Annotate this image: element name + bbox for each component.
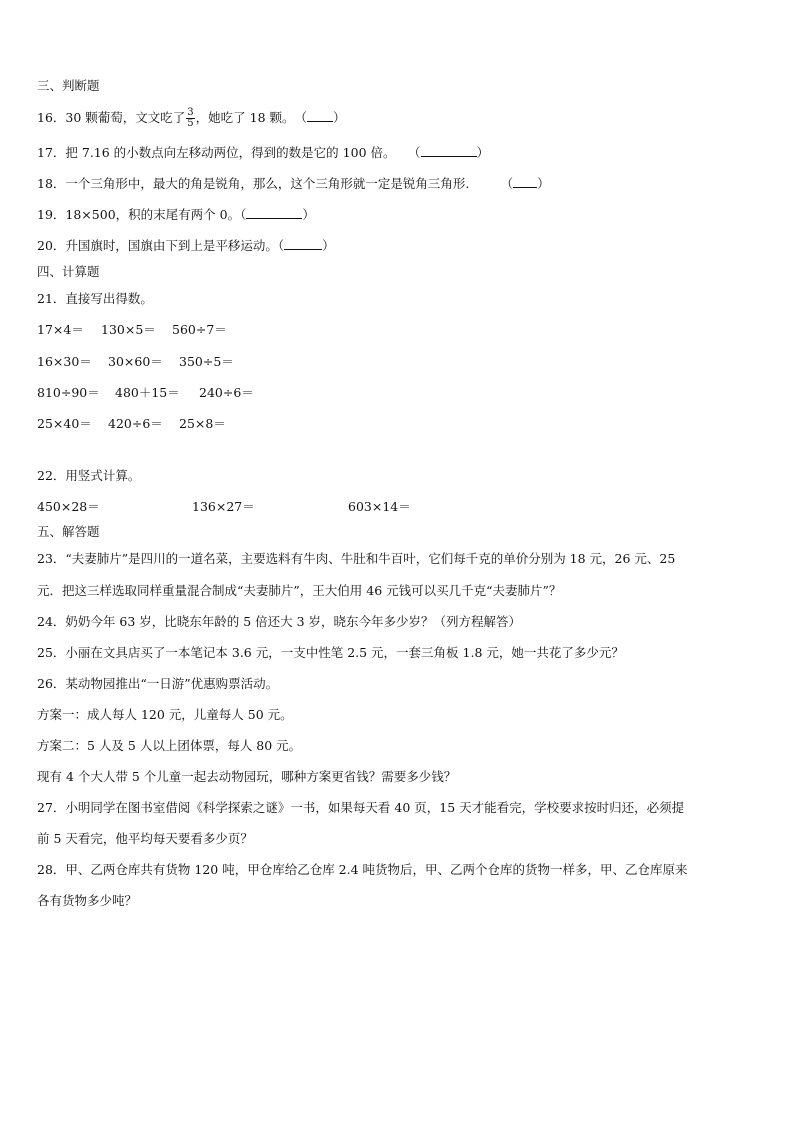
calc-item: 130×5＝ xyxy=(101,322,156,337)
calc-item: 17×4＝ xyxy=(37,322,84,337)
q17-answer-blank[interactable] xyxy=(421,145,477,157)
question-26-ask: 现有 4 个大人带 5 个儿童一起去动物园玩，哪种方案更省钱？需要多少钱？ xyxy=(37,769,457,784)
question-28-line-1: 28．甲、乙两仓库共有货物 120 吨，甲仓库给乙仓库 2.4 吨货物后，甲、乙两个仓库的货物一样多，甲、乙仓库原来 xyxy=(37,862,688,877)
calc-item: 560÷7＝ xyxy=(172,322,227,337)
fraction-three-fifths: $\frac{3}{5}$ xyxy=(187,107,194,129)
calc-item: 420÷6＝ xyxy=(108,416,163,431)
question-26-plan-1: 方案一：成人每人 120 元，儿童每人 50 元。 xyxy=(37,707,293,722)
question-23-line-2: 元．把这三样选取同样重量混合制成“夫妻肺片”，王大伯用 46 元钱可以买几千克“夫妻肺片”？ xyxy=(37,583,562,598)
q19-answer-blank[interactable] xyxy=(246,207,302,219)
question-27-line-2: 前 5 天看完，他平均每天要看多少页？ xyxy=(37,831,253,846)
calc-item: 240÷6＝ xyxy=(199,385,254,400)
vertical-calc-item: 136×27＝ xyxy=(192,499,255,514)
question-24: 24．奶奶今年 63 岁，比晓东年龄的 5 倍还大 3 岁，晓东今年多少岁？（列方程解答） xyxy=(37,614,522,629)
question-27-line-1: 27．小明同学在图书室借阅《科学探索之谜》一书，如果每天看 40 页，15 天才能看完，学校要求按时归还，必须提 xyxy=(37,800,685,815)
q20-answer-blank[interactable] xyxy=(284,238,322,250)
vertical-calc-item: 603×14＝ xyxy=(348,499,411,514)
question-17: 17．把 7.16 的小数点向左移动两位，得到的数是它的 100 倍。 （ ） xyxy=(37,145,490,160)
question-21-title: 21．直接写出得数。 xyxy=(37,291,153,306)
question-25: 25．小丽在文具店买了一本笔记本 3.6 元，一支中性笔 2.5 元，一套三角板 1.8 元，她一共花了多少元？ xyxy=(37,645,624,660)
calc-item: 30×60＝ xyxy=(108,354,163,369)
question-23-line-1: 23．“夫妻肺片”是四川的一道名菜，主要选料有牛肉、牛肚和牛百叶，它们每千克的单价分别为 18 元，26 元、25 xyxy=(37,551,676,566)
question-28-line-2: 各有货物多少吨？ xyxy=(37,893,138,908)
section-title-calculation: 四、计算题 xyxy=(37,264,100,279)
section-title-word-problems: 五、解答题 xyxy=(37,524,100,539)
question-26-plan-2: 方案二：5 人及 5 人以上团体票，每人 80 元。 xyxy=(37,738,302,753)
question-19: 19．18×500，积的末尾有两个 0。（ ） xyxy=(37,207,315,222)
q16-text-post: ，她吃了 18 颗。 （ xyxy=(195,110,308,125)
question-16: 16．30 颗葡萄，文文吃了 $\frac{3}{5}$ ，她吃了 18 颗。 （ ） xyxy=(37,107,346,129)
calc-item: 25×8＝ xyxy=(179,416,226,431)
q18-answer-blank[interactable] xyxy=(513,176,537,188)
question-26-line-1: 26．某动物园推出“一日游”优惠购票活动。 xyxy=(37,676,279,691)
calc-item: 350÷5＝ xyxy=(179,354,234,369)
question-18: 18．一个三角形中，最大的角是锐角，那么，这个三角形就一定是锐角三角形. （ ） xyxy=(37,176,550,191)
vertical-calc-item: 450×28＝ xyxy=(37,499,100,514)
q16-text-pre: 16．30 颗葡萄，文文吃了 xyxy=(37,110,186,125)
calc-item: 16×30＝ xyxy=(37,354,92,369)
calc-item: 480＋15＝ xyxy=(115,385,180,400)
calc-item: 810÷90＝ xyxy=(37,385,100,400)
calc-item: 25×40＝ xyxy=(37,416,92,431)
question-22-title: 22．用竖式计算。 xyxy=(37,468,141,483)
section-title-judgement: 三、判断题 xyxy=(37,78,100,93)
q16-answer-blank[interactable] xyxy=(307,110,333,122)
question-20: 20．升国旗时，国旗由下到上是平移运动。（ ） xyxy=(37,238,335,253)
